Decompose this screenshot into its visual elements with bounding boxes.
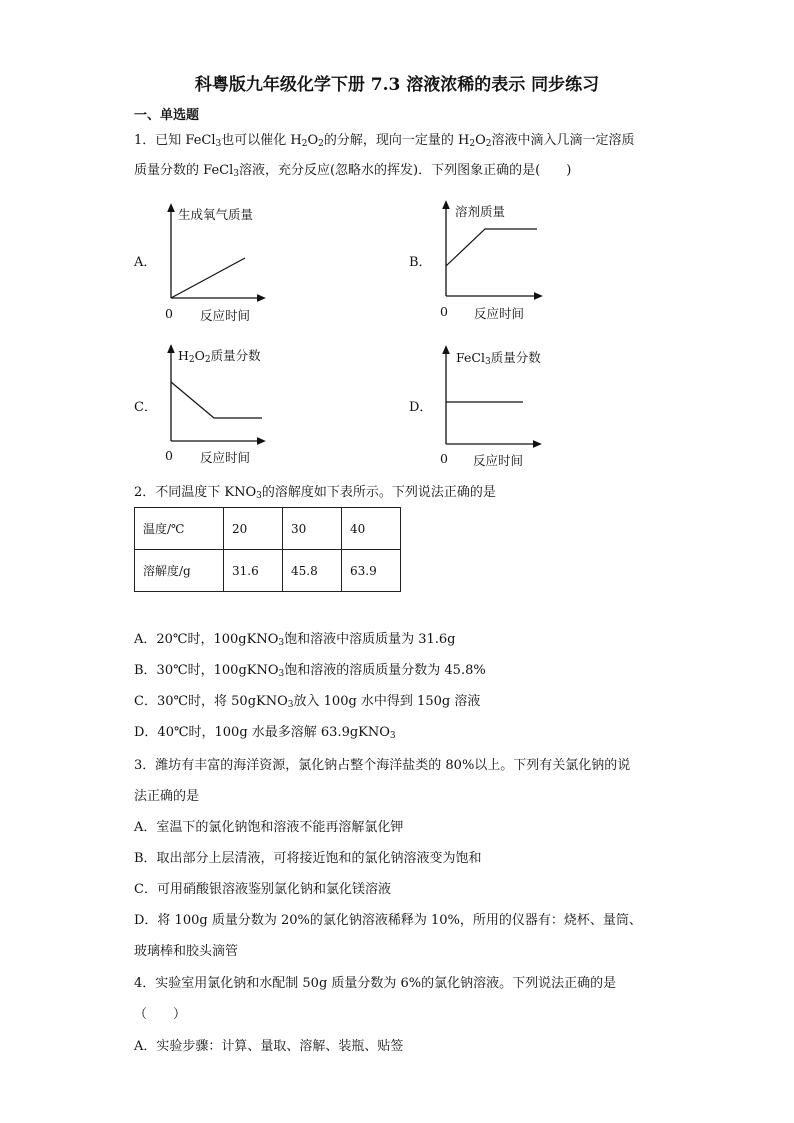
q3-option-d[interactable]: D．将 100g 质量分数为 20%的氯化钠溶液稀释为 10%，所用的仪器有：烧杯、量筒、 [134, 913, 642, 928]
curve-line [446, 229, 537, 266]
q1-option-a-letter[interactable]: A． [134, 255, 157, 270]
table-cell: 40 [342, 508, 401, 550]
q1-graph-c [165, 346, 270, 466]
x-axis-label: 反应时间 [200, 450, 251, 465]
q1-option-b-letter[interactable]: B． [409, 255, 432, 270]
q1-graph-a [165, 205, 270, 325]
q1-graph-b [440, 202, 545, 322]
q2-option-b[interactable]: B．30℃时，100gKNO$_3$饱和溶液的溶质质量分数为 45.8% [134, 663, 486, 679]
table-cell: 31.6 [224, 550, 283, 592]
origin-label: 0 [440, 451, 448, 466]
q2-option-d[interactable]: D．40℃时，100g 水最多溶解 63.9gKNO$_3$ [134, 725, 396, 741]
table-cell: 温度/℃ [135, 508, 224, 550]
x-axis-label: 反应时间 [474, 306, 525, 321]
section-heading: 一、单选题 [134, 108, 200, 123]
y-axis-label: 溶剂质量 [455, 204, 506, 219]
q3-stem-line1: 3．潍坊有丰富的海洋资源，氯化钠占整个海洋盐类的 80%以上。下列有关氯化钠的说 [134, 758, 631, 773]
solubility-table [134, 507, 401, 592]
q3-option-a[interactable]: A．室温下的氯化钠饱和溶液不能再溶解氯化钾 [134, 820, 404, 835]
x-axis-label: 反应时间 [473, 453, 524, 468]
q1-stem-line2: 质量分数的 FeCl$_3$溶液，充分反应(忽略水的挥发)．下列图象正确的是( ) [134, 163, 572, 179]
y-axis-label: 生成氧气质量 [178, 207, 254, 222]
q2-option-c[interactable]: C．30℃时，将 50gKNO$_3$放入 100g 水中得到 150g 溶液 [134, 694, 481, 710]
q2-option-a[interactable]: A．20℃时，100gKNO$_3$饱和溶液中溶质质量为 31.6g [134, 632, 456, 648]
y-axis-label: $H_2O_2$质量分数 [178, 348, 261, 365]
q1-stem-line1: 1．已知 FeCl$_3$也可以催化 $H_2O_2$的分解，现向一定量的 $H_2O_2$溶液中滴入几滴一定溶质 [134, 133, 635, 149]
table-cell: 30 [283, 508, 342, 550]
q3-option-c[interactable]: C．可用硝酸银溶液鉴别氯化钠和氯化镁溶液 [134, 882, 391, 897]
q3-stem-line2: 法正确的是 [134, 789, 200, 804]
q2-stem: 2．不同温度下 $KNO_3$的溶解度如下表所示。下列说法正确的是 [134, 485, 496, 501]
q4-option-a[interactable]: A．实验步骤：计算、量取、溶解、装瓶、贴签 [134, 1039, 404, 1054]
q4-stem-line1: 4．实验室用氯化钠和水配制 50g 质量分数为 6%的氯化钠溶液。下列说法正确的是 [134, 976, 617, 991]
table-cell: 20 [224, 508, 283, 550]
q1-graph-d [440, 347, 545, 468]
origin-label: 0 [165, 306, 173, 321]
q4-stem-line2: （ ） [134, 1007, 187, 1022]
q3-option-b[interactable]: B．取出部分上层清液，可将接近饱和的氯化钠溶液变为饱和 [134, 851, 482, 866]
table-cell: 45.8 [283, 550, 342, 592]
origin-label: 0 [165, 448, 173, 463]
q3-option-d-continued: 玻璃棒和胶头滴管 [134, 944, 239, 959]
y-axis-label: FeCl$_3$质量分数 [456, 350, 541, 367]
page-title: 科粤版九年级化学下册 7.3 溶液浓稀的表示 同步练习 [194, 75, 600, 95]
table-cell: 溶解度/g [135, 550, 224, 592]
table-row [135, 550, 401, 592]
curve-line [171, 382, 262, 418]
curve-line [171, 258, 245, 298]
table-row [135, 508, 401, 550]
table-cell: 63.9 [342, 550, 401, 592]
q1-option-d-letter[interactable]: D． [409, 400, 433, 415]
x-axis-label: 反应时间 [200, 308, 251, 323]
origin-label: 0 [440, 304, 448, 319]
q1-option-c-letter[interactable]: C． [134, 400, 157, 415]
